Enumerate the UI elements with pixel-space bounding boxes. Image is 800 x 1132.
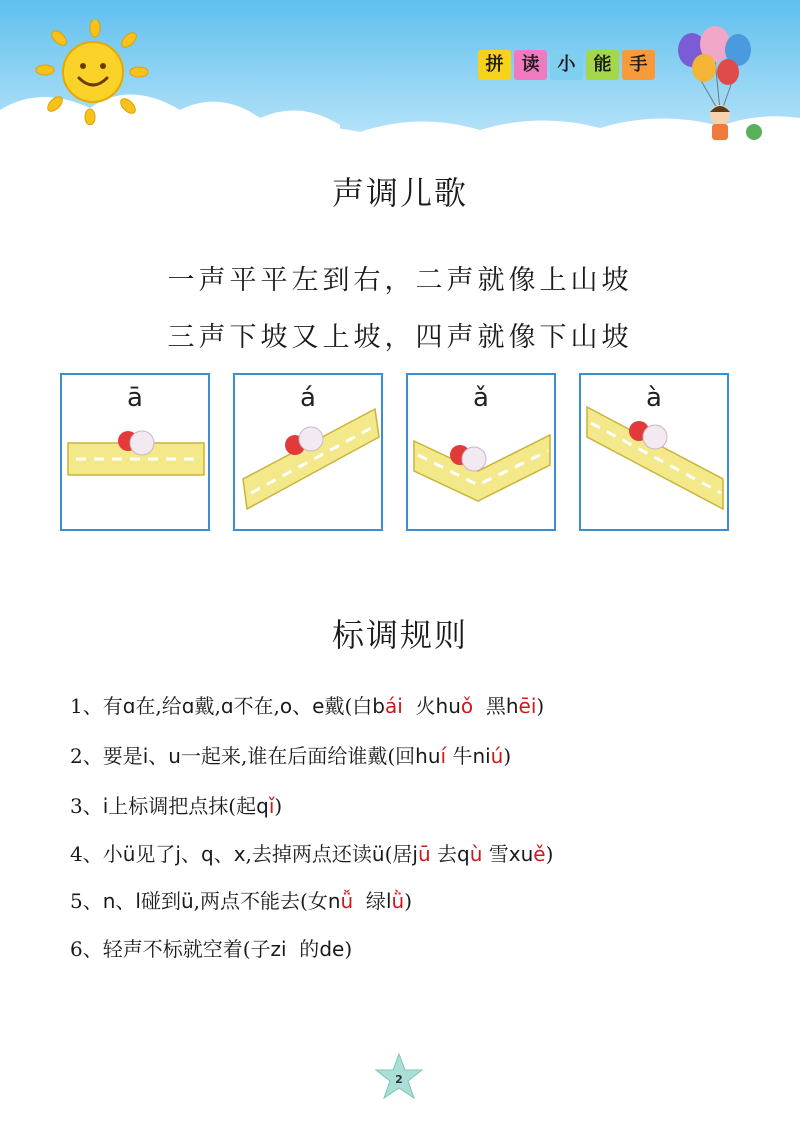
rule-text: ): [545, 842, 554, 866]
rule-item: [70, 790, 282, 819]
rule-text: ): [404, 889, 412, 913]
pinyin-text: n: [327, 889, 341, 913]
tone-card-third: [406, 373, 556, 531]
tone-symbol: à: [646, 383, 662, 413]
badge-pinyin-reading: [478, 50, 655, 80]
tone-mark: ù: [469, 842, 483, 866]
rule-text: ): [344, 937, 353, 961]
rule-text: (居: [384, 842, 413, 866]
pinyin-text: j: [412, 842, 418, 866]
tone-symbol: ā: [127, 383, 143, 413]
rule-text: 2、要是: [70, 744, 143, 768]
tone-card-first: [60, 373, 210, 531]
tone-mark: ú: [490, 744, 504, 768]
rule-text: 1、有: [70, 694, 123, 718]
rule-text: 、: [180, 842, 201, 866]
pinyin-text: l: [135, 889, 141, 913]
tone-mark: ě: [533, 842, 546, 866]
rule-text: 雪: [482, 842, 509, 866]
tone-mark: ǜ: [391, 889, 405, 913]
rule-text: 不在,: [233, 694, 280, 718]
road-rising-illustration: [235, 375, 381, 529]
rule-item: [70, 740, 511, 769]
pinyin-text: q: [200, 842, 214, 866]
rule-text: 碰到: [140, 889, 181, 913]
pinyin-text: de: [319, 937, 345, 961]
rule-item: [70, 933, 352, 962]
rule-text: 的: [286, 937, 320, 961]
badge-char: 小: [550, 50, 583, 80]
rule-text: 戴,: [194, 694, 221, 718]
rule-text: 见了: [135, 842, 176, 866]
pinyin-text: ü: [371, 842, 385, 866]
pinyin-text: i: [142, 744, 149, 768]
balloon-girl-illustration: [670, 20, 780, 150]
pinyin-text: hu: [435, 694, 461, 718]
road-falling-illustration: [581, 375, 727, 529]
pinyin-text: hu: [415, 744, 441, 768]
rule-text: 3、: [70, 794, 103, 818]
badge-char: 拼: [478, 50, 511, 80]
pinyin-text: ɑ: [122, 694, 136, 718]
rule-text: 上标调把点抹(起: [108, 794, 257, 818]
rule-text: 火: [402, 694, 436, 718]
pinyin-text: o: [279, 694, 293, 718]
tone-card-fourth: [579, 373, 729, 531]
rule-text: 、: [148, 744, 169, 768]
pinyin-text: x: [233, 842, 246, 866]
pinyin-text: h: [505, 694, 519, 718]
pinyin-text: i: [102, 794, 109, 818]
rules-title: 标调规则: [331, 616, 468, 654]
rule-item: [70, 690, 544, 719]
pinyin-text: ɑ: [181, 694, 195, 718]
tone-mark: í: [440, 744, 447, 768]
tone-symbol: á: [300, 383, 316, 413]
rule-text: 4、小: [70, 842, 123, 866]
poem-title: 声调儿歌: [331, 174, 468, 212]
sun-illustration: [35, 20, 150, 125]
tone-mark: ū: [417, 842, 431, 866]
rule-text: 在,给: [135, 694, 182, 718]
rule-text: 一起来,谁在后面给谁戴(回: [180, 744, 416, 768]
rule-text: 黑: [473, 694, 506, 718]
rule-text: 、: [213, 842, 234, 866]
rule-text: 、: [115, 889, 136, 913]
tone-mark: ǒ: [460, 694, 474, 718]
rule-text: ,两点不能去(女: [193, 889, 328, 913]
rule-item: [70, 885, 412, 914]
rule-text: ): [536, 694, 545, 718]
tone-mark: ēi: [518, 694, 537, 718]
tone-mark: ái: [385, 694, 403, 718]
tone-symbol: ǎ: [473, 383, 489, 413]
badge-char: 能: [586, 50, 619, 80]
rule-text: 去: [430, 842, 457, 866]
pinyin-text: u: [168, 744, 181, 768]
pinyin-text: n: [102, 889, 116, 913]
rule-text: 6、轻声不标就空着(子: [70, 937, 271, 961]
pinyin-text: ni: [472, 744, 491, 768]
pinyin-text: ü: [180, 889, 194, 913]
road-dip-illustration: [408, 375, 554, 529]
pinyin-text: j: [175, 842, 181, 866]
rule-text: 、: [292, 694, 313, 718]
tone-card-second: [233, 373, 383, 531]
pinyin-text: q: [457, 842, 470, 866]
rule-text: ): [274, 794, 283, 818]
tone-mark: ǚ: [340, 889, 354, 913]
pinyin-text: q: [256, 794, 269, 818]
rule-text: 牛: [446, 744, 473, 768]
pinyin-text: ɑ: [220, 694, 234, 718]
rule-text: 绿: [353, 889, 386, 913]
rule-text: 5、: [70, 889, 103, 913]
page-number: 2: [395, 1073, 403, 1086]
pinyin-text: l: [385, 889, 392, 913]
rule-item: [70, 838, 553, 867]
page-number-star: [374, 1052, 424, 1102]
badge-char: 手: [622, 50, 655, 80]
badge-char: 读: [514, 50, 547, 80]
rule-text: ,去掉两点还读: [245, 842, 372, 866]
rule-text: ): [503, 744, 512, 768]
pinyin-text: e: [312, 694, 325, 718]
rule-text: 戴(白: [324, 694, 373, 718]
poem-line-1: 一声平平左到右，二声就像上山坡: [167, 265, 633, 296]
tone-mark: ǐ: [268, 794, 275, 818]
pinyin-text: b: [372, 694, 385, 718]
pinyin-text: ü: [122, 842, 136, 866]
pinyin-text: zi: [270, 937, 287, 961]
poem-line-2: 三声下坡又上坡，四声就像下山坡: [167, 322, 633, 353]
pinyin-text: xu: [508, 842, 534, 866]
road-flat-illustration: [62, 375, 208, 529]
